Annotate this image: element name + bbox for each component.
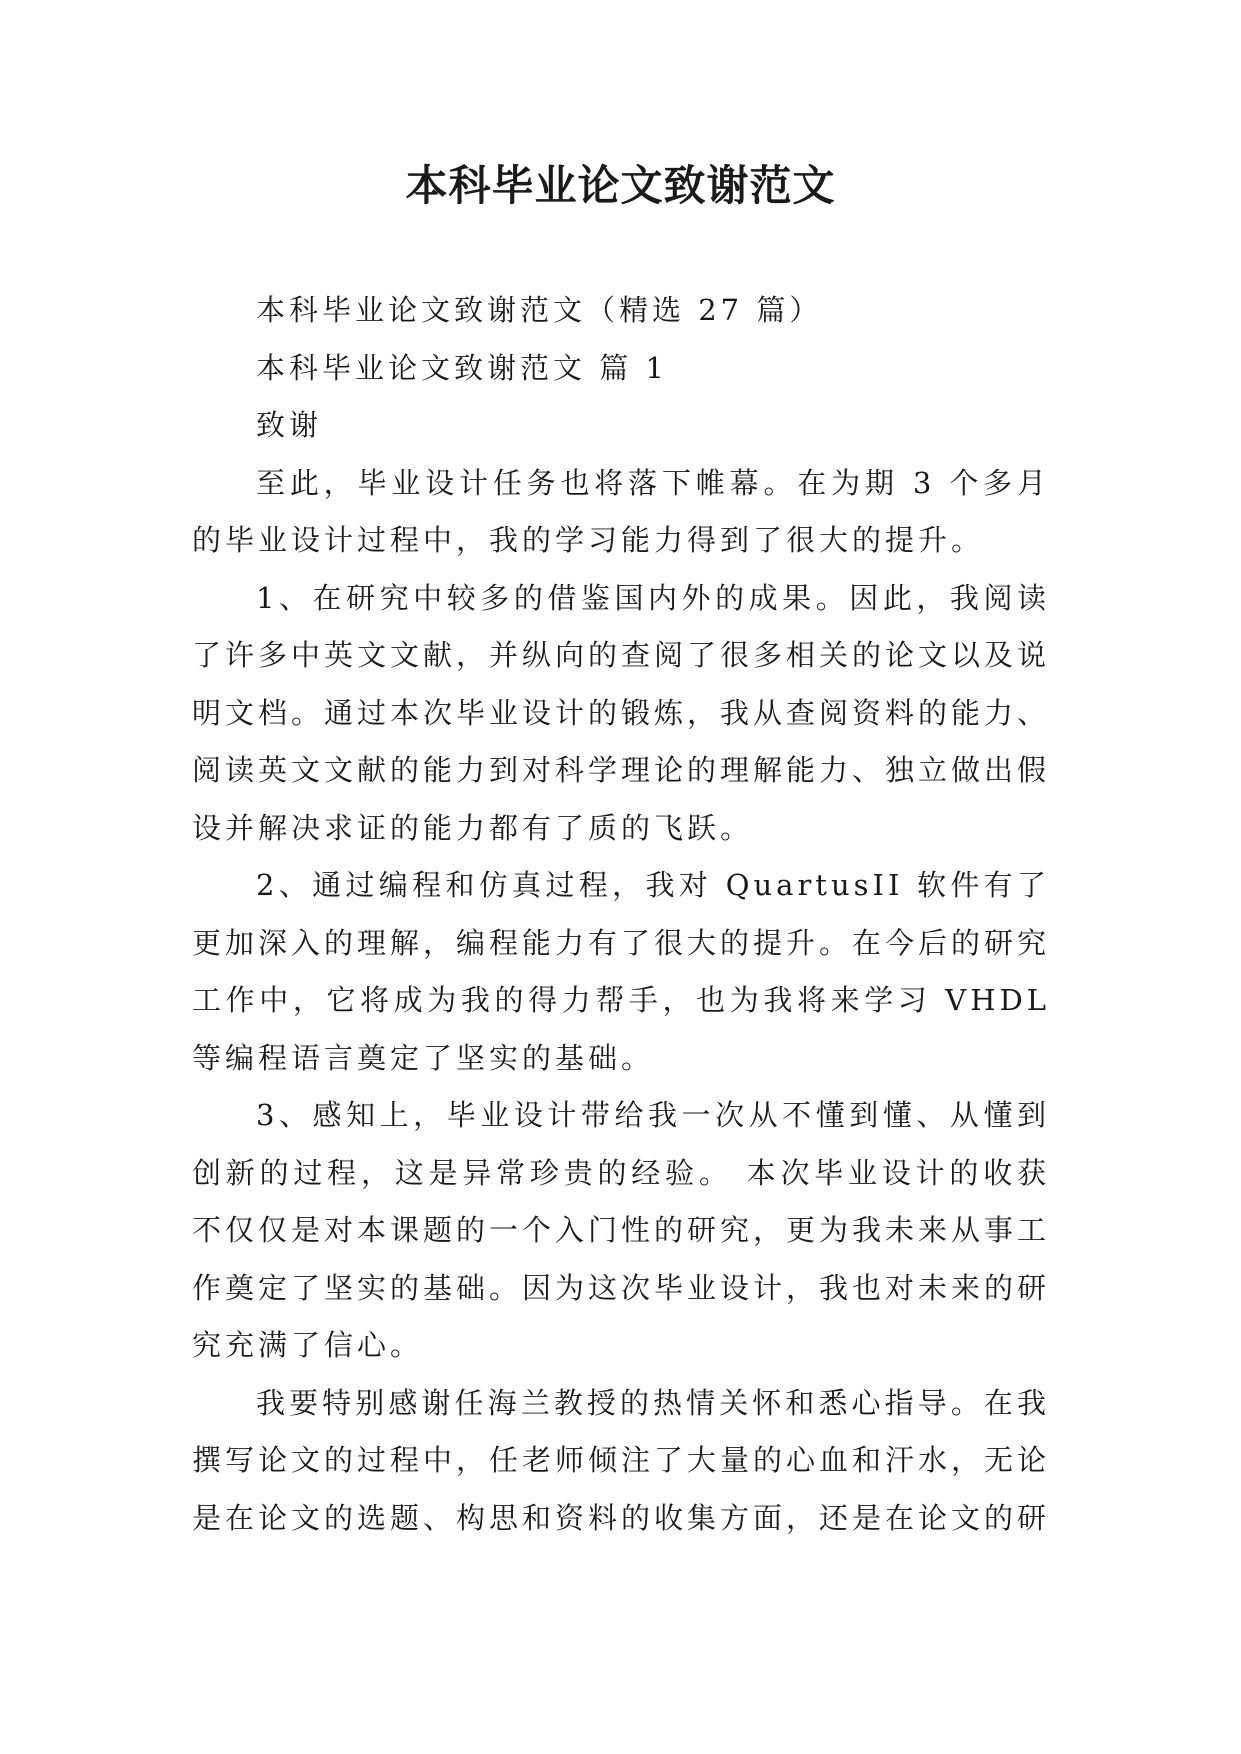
- paragraph: 1、在研究中较多的借鉴国内外的成果。因此，我阅读了许多中英文文献，并纵向的查阅了很多相关的论文以及说明文档。通过本次毕业设计的锻炼，我从查阅资料的能力、阅读英文文献的能力到对科学理论的理解能力、独立做出假设并解决求证的能力都有了质的飞跃。: [192, 580, 1051, 845]
- paragraph-subtitle: 本科毕业论文致谢范文（精选 27 篇）: [256, 293, 823, 327]
- paragraph-section-heading: 本科毕业论文致谢范文 篇 1: [256, 350, 668, 385]
- document-title: 本科毕业论文致谢范文: [405, 161, 836, 210]
- paragraph: 3、感知上，毕业设计带给我一次从不懂到懂、从懂到创新的过程，这是异常珍贵的经验。 本次毕业设计的收获不仅仅是对本课题的一个入门性的研究，更为我未来从事工作奠定了坚实的基础。因为这次毕业设计，我也对未来的研究充满了信心。: [192, 1098, 1051, 1362]
- paragraph: 2、通过编程和仿真过程，我对 QuartusII 软件有了更加深入的理解，编程能力有了很大的提升。在今后的研究工作中，它将成为我的得力帮手，也为我将来学习 VHDL 等编程语言奠定了坚实的基础。: [192, 868, 1051, 1075]
- document-body: [192, 282, 1050, 1547]
- paragraph-acknowledgement-heading: 致谢: [256, 408, 323, 442]
- paragraph: 至此，毕业设计任务也将落下帷幕。在为期 3 个多月的毕业设计过程中，我的学习能力得到了很大的提升。: [192, 465, 1050, 557]
- paragraph: 我要特别感谢任海兰教授的热情关怀和悉心指导。在我撰写论文的过程中，任老师倾注了大量的心血和汗水，无论是在论文的选题、构思和资料的收集方面，还是在论文的研: [192, 1385, 1051, 1535]
